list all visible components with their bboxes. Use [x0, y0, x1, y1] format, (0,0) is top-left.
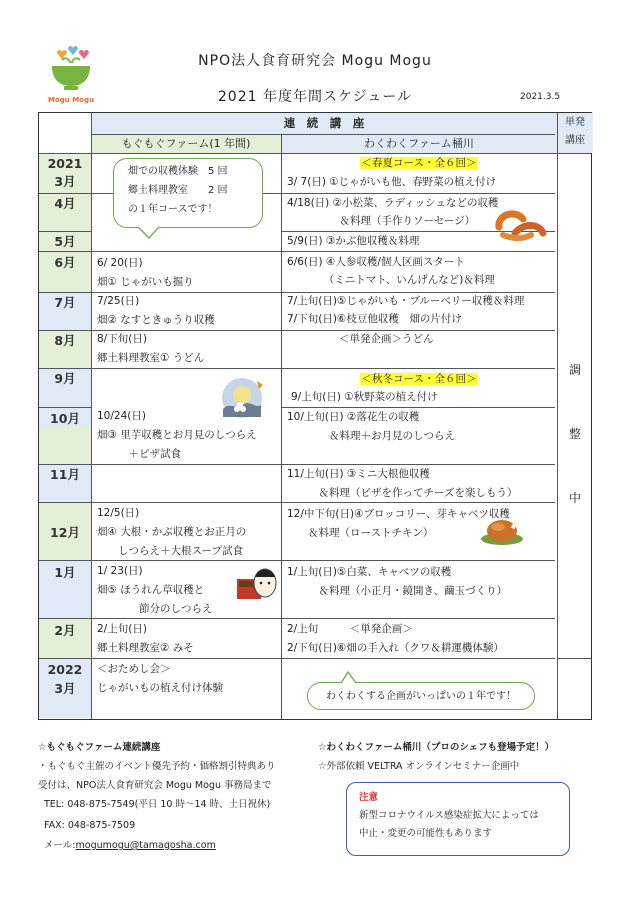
month-label-nov: 11月: [50, 467, 80, 482]
side-text-1: 調: [568, 363, 581, 377]
col-b-mar: 3/ 7(日) ①じゃがいも他、春野菜の植え付け: [287, 176, 497, 188]
col-b-apr-1: 4/18(日) ②小松菜、ラディッシュなどの収穫: [287, 197, 499, 209]
roast-chicken-illustration: [479, 509, 525, 547]
col-b-jan-2: ＆料理（小正月・鏡開き、繭玉づくり）: [287, 585, 508, 597]
col-b-oct-1: 10/上旬(日) ②落花生の収穫: [287, 411, 420, 423]
col-b-may: 5/9(日) ③かぶ他収穫＆料理: [287, 235, 420, 247]
autumn-winter-course-badge: ＜秋冬コース・全６回＞: [361, 373, 477, 385]
month-label-oct: 10月: [50, 411, 80, 426]
month-label-mar: 3月: [54, 174, 76, 189]
col-b-heading: わくわくファーム桶川: [364, 137, 474, 150]
footer-tel: TEL: 048-875-7549(平日 10 時～14 時、土日祝休): [44, 799, 271, 810]
col-a-jun-event: 畑① じゃがいも掘り: [97, 276, 194, 288]
col-a-trial-event: じゃがいもの植え付け体験: [97, 682, 223, 694]
col-b-apr-2: ＆料理（手作りソーセージ）: [287, 215, 476, 227]
col-a-jul-date: 7/25(日): [97, 295, 140, 307]
month-label-jun: 6月: [54, 255, 76, 270]
col-a-oct-date: 10/24(日): [97, 410, 146, 422]
col-a-jun-date: 6/ 20(日): [97, 257, 143, 269]
month-label-2022: 2022: [47, 662, 83, 677]
col-b-jul-1: 7/上旬(日)⑤じゃがいも・ブルーベリー収穫＆料理: [287, 295, 525, 307]
document-date: 2021.3.5: [520, 92, 561, 102]
col-a-aug-event: 郷土料理教室① うどん: [97, 352, 205, 364]
footer-left-line-1: ・もぐもぐ主催のイベント優先予約・価格割引特典あり: [38, 761, 276, 772]
footer-mail-label: メール:: [44, 840, 76, 851]
col-a-trial-title: ＜おためし会＞: [97, 663, 171, 675]
side-text-2: 整: [568, 427, 581, 441]
col-a-aug-date: 8/下旬(日): [97, 333, 147, 345]
month-label-jul: 7月: [54, 295, 76, 310]
footer-mail-link[interactable]: mogumogu@tamagosha.com: [75, 840, 216, 851]
sausage-illustration: [493, 205, 549, 241]
month-label-apr: 4月: [54, 196, 76, 211]
moon-viewing-illustration: [217, 375, 267, 421]
month-label-aug: 8月: [54, 333, 76, 348]
side-text-3: 中: [568, 491, 581, 505]
col-b-jul-2: 7/下旬(日)⑥枝豆他収穫 畑の片付け: [287, 313, 462, 325]
course-info-bubble: [113, 158, 263, 228]
col-b-aug: ＜単発企画＞うどん: [339, 333, 434, 345]
footer-fax: FAX: 048-875-7509: [44, 820, 136, 831]
schedule-table: [38, 112, 592, 720]
col-b-feb-1: 2/上旬 ＜単発企画＞: [287, 623, 413, 635]
col-b-dec-2: ＆料理（ローストチキン）: [287, 527, 434, 539]
single-course-heading-2: 講座: [565, 135, 585, 146]
bubble-line-2: 郷土料理教室 2 回: [128, 185, 228, 196]
event-message-bubble: わくわくする企画がいっぱいの１年です！: [307, 682, 535, 710]
col-a-oct-event: 畑③ 里芋収穫とお月見のしつらえ: [97, 429, 257, 441]
bubble-tail: [137, 226, 161, 240]
col-a-oct-event-2: ＋ピザ試食: [97, 448, 181, 460]
month-label-feb: 2月: [54, 623, 76, 638]
month-label-dec: 12月: [50, 525, 80, 540]
bubble-line-3: の１年コースです！: [128, 204, 218, 215]
col-b-nov-1: 11/上旬(日) ③ミニ大根他収穫: [287, 468, 430, 480]
month-label-2021: 2021: [47, 156, 83, 171]
col-b-oct-2: ＆料理＋お月見のしつらえ: [287, 430, 455, 442]
col-b-jun-1: 6/6(日) ④人参収穫/個人区画スタート: [287, 256, 465, 268]
col-a-dec-event-2: しつらえ＋大根スープ試食: [97, 545, 243, 557]
month-label-jan: 1月: [54, 565, 76, 580]
footer-left-line-2: 受付は、NPO法人食育研究会 Mogu Mogu 事務局まで: [38, 780, 272, 791]
footer-right-title: ☆わくわくファーム桶川（プロのシェフも登場予定！）: [318, 742, 555, 753]
single-course-heading-1: 単発: [565, 117, 585, 128]
continuous-course-heading: 連 続 講 座: [283, 116, 365, 130]
col-b-jan-1: 1/上旬(日)⑤白菜、キャベツの収穫: [287, 566, 452, 578]
setsubun-illustration: [235, 561, 279, 605]
col-a-feb-date: 2/上旬(日): [97, 623, 147, 635]
col-b-sep: 9/上旬(日) ①秋野菜の植え付け: [291, 391, 438, 403]
notice-line-1: 新型コロナウイルス感染症拡大によっては: [359, 810, 539, 821]
col-b-nov-2: ＆料理（ピザを作ってチーズを楽しもう）: [287, 487, 518, 499]
organization-name: NPO法人食育研究会 Mogu Mogu: [198, 53, 432, 69]
col-b-feb-2: 2/下旬(日)⑥畑の手入れ（クワ＆耕運機体験）: [287, 642, 504, 654]
notice-box: [346, 782, 570, 856]
col-a-jan-event-2: 節分のしつらえ: [97, 603, 213, 615]
col-a-heading: もぐもぐファーム(1 年間): [121, 137, 251, 150]
footer-right-line: ☆外部依頼 VELTRA オンラインセミナー企画中: [318, 761, 520, 772]
col-b-dec-1: 12/中下旬(日)④ブロッコリー、芽キャベツ収穫: [287, 508, 510, 520]
month-label-may: 5月: [54, 234, 76, 249]
page-title: 2021 年度年間スケジュール: [217, 89, 413, 105]
notice-title: 注意: [359, 792, 379, 803]
col-a-feb-event: 郷土料理教室② みそ: [97, 642, 194, 654]
bubble-b-tail: [339, 671, 359, 684]
col-b-jun-2: （ミニトマト、いんげんなど)＆料理: [287, 274, 495, 286]
spring-summer-course-badge: ＜春夏コース・全６回＞: [361, 157, 477, 169]
month-label-sep: 9月: [54, 371, 76, 386]
notice-line-2: 中止・変更の可能性もあります: [359, 828, 493, 839]
mogu-mogu-logo: [48, 44, 94, 102]
month-label-mar-2022: 3月: [54, 681, 76, 696]
bubble-line-1: 畑での収穫体験 5 回: [128, 166, 228, 177]
col-a-jul-event: 畑② なすときゅうり収穫: [97, 314, 215, 326]
footer-left-title: ☆もぐもぐファーム連続講座: [38, 742, 161, 753]
col-a-jan-event: 畑⑤ ほうれん草収穫と: [97, 584, 205, 596]
col-a-dec-event: 畑④ 大根・かぶ収穫とお正月の: [97, 526, 247, 538]
logo-text: Mogu Mogu: [48, 96, 94, 104]
col-a-jan-date: 1/ 23(日): [97, 565, 143, 577]
col-a-dec-date: 12/5(日): [97, 507, 140, 519]
